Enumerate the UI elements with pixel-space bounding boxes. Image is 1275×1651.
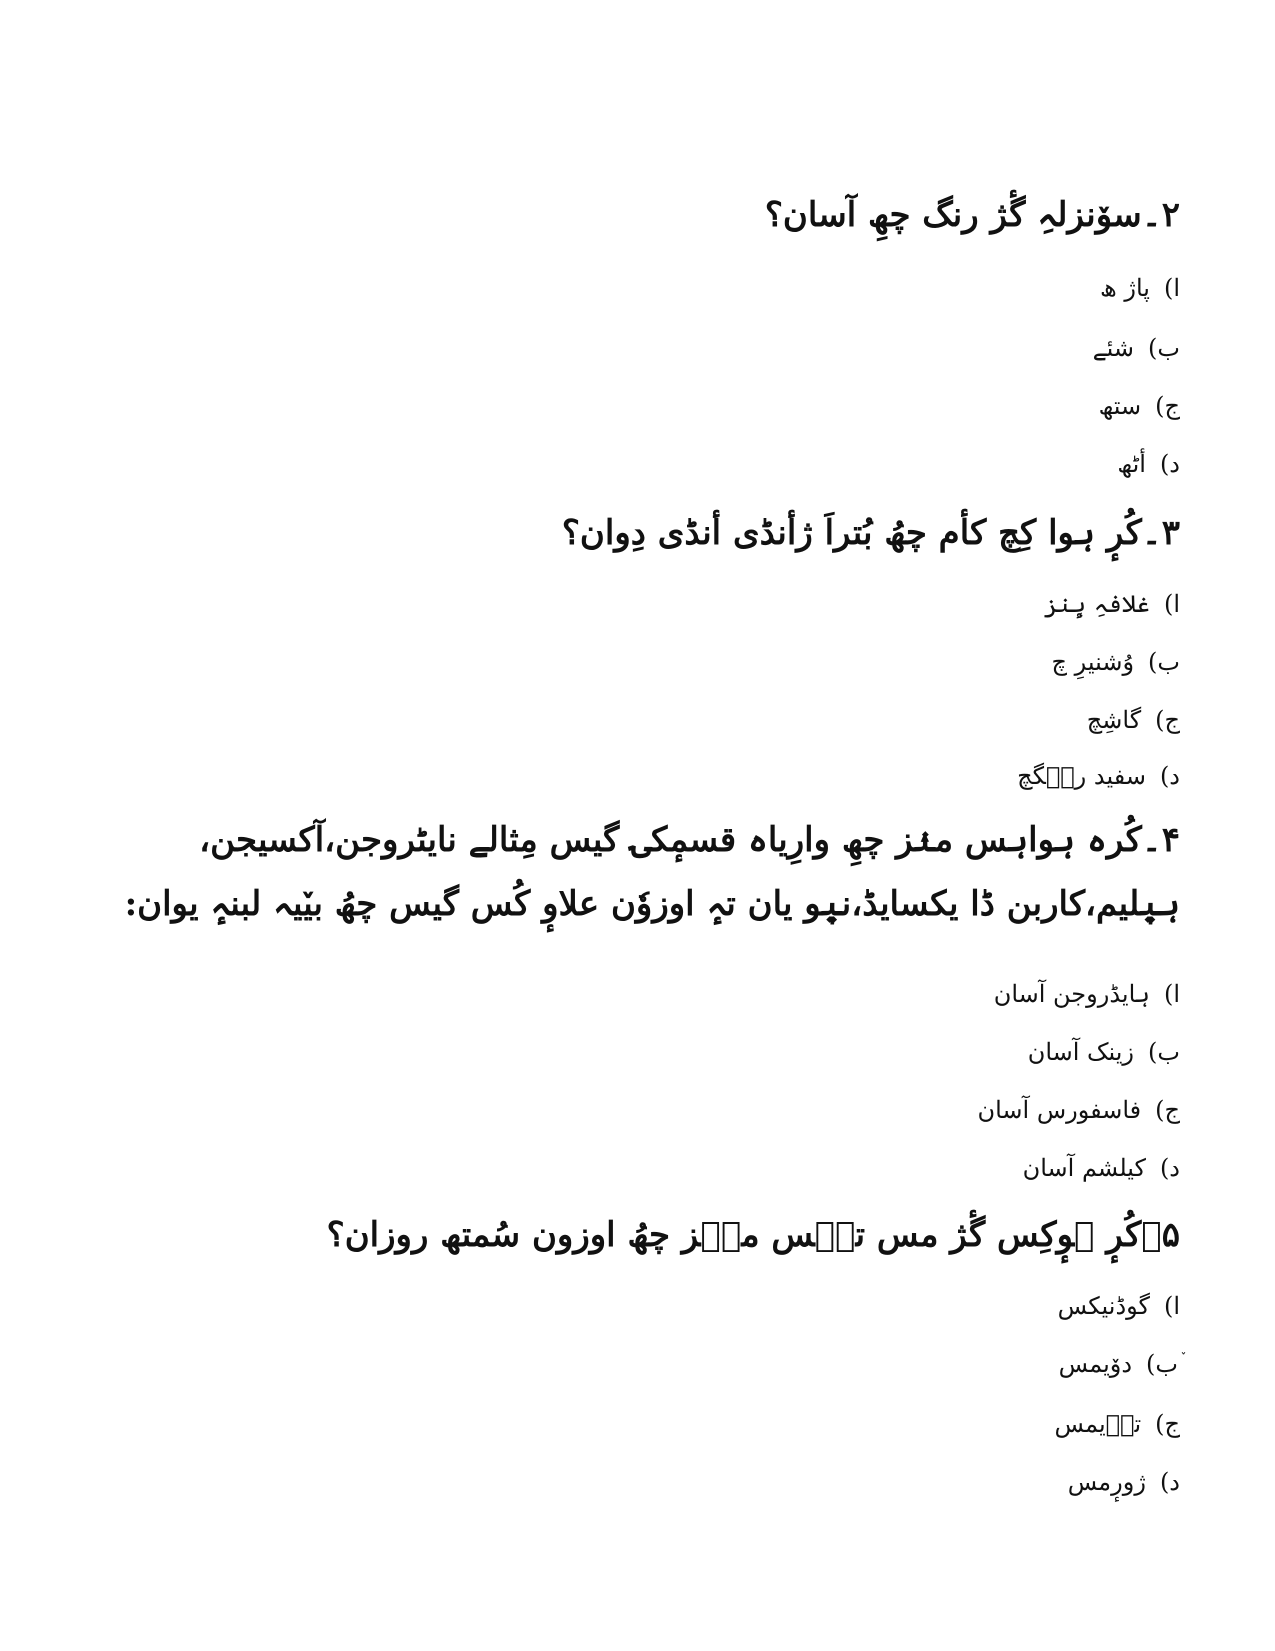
option-letter: ب) [1148,648,1180,676]
option-letter: د) [1159,1468,1180,1496]
question-4-option-a [994,982,1180,1006]
question-2-option-b [1093,336,1180,360]
option-letter: ب) [1146,1350,1178,1378]
option-letter: د) [1159,1154,1180,1182]
option-letter: د) [1159,762,1180,790]
option-text: پاژ ھ [1100,274,1150,302]
question-5-option-a [1058,1294,1180,1318]
option-text: غلافہِ ہٕنز [1043,590,1150,618]
option-text: سفید رنٛگچ [1017,762,1146,790]
question-5: ۵۔کُرٕ ہوٕکِس گٔژ مس تہٕس منٛز چھُ اوزون سُمتھ روزان؟ [326,1215,1180,1255]
question-5-option-b [1059,1352,1180,1376]
question-3: ۳۔کُرٕ ہوا کِچ کأم چھُ بُتراَ ژأنڈی أنڈی دِوان؟ [561,513,1180,553]
option-letter: ا) [1163,590,1180,618]
option-letter: ا) [1163,1292,1180,1320]
option-text: ژورٕمس [1067,1468,1146,1496]
option-text: شئے [1092,334,1135,362]
question-2-option-a [1100,276,1180,300]
option-letter: ج) [1155,1410,1180,1438]
option-text: وُشنیرِ چ [1051,648,1135,676]
option-letter: ج) [1155,1096,1180,1124]
option-text: فاسفورس آسان [977,1096,1142,1124]
question-5-option-d [1068,1470,1180,1494]
question-3-option-b [1051,650,1180,674]
option-letter: ا) [1163,274,1180,302]
option-letter: ج) [1155,706,1180,734]
question-3-option-a [1044,592,1180,616]
question-2-option-c [1099,394,1180,418]
option-text: ستھ [1098,392,1142,420]
question-4-option-c [977,1098,1180,1122]
option-letter: ا) [1163,980,1180,1008]
question-4-option-b [1028,1040,1180,1064]
option-letter: د) [1159,450,1180,478]
option-text: ہایڈروجن آسان [993,980,1150,1008]
option-text: زینک آسان [1027,1038,1135,1066]
option-text: دوٚیمس [1058,1350,1133,1378]
option-text: أٹھ [1117,450,1146,478]
option-text: کیلشم آسان [1022,1154,1146,1182]
question-3-option-d [1017,764,1180,788]
option-letter: ب) [1148,1038,1180,1066]
question-4-option-d [1023,1156,1180,1180]
option-letter: ب) [1148,334,1180,362]
option-letter: ج) [1155,392,1180,420]
question-2: ۲۔سوٚنزلہِ گٔژ رنگ چھِ آسان؟ [764,195,1180,235]
question-3-option-c [1087,708,1180,732]
option-text: ترٛیمس [1054,1410,1142,1438]
question-4: ۴۔کُرہ ہواہس منٛز چھِ وارِیاہ قسمٕکۍ گیس مِثالے نایٹروجن،آکسیجن، ہیٖلیم،کاربن ڈا یکسایڈ،نیٖو یان تہٕ اوزوٗن علاوٕ کُس گیس چھُ بیٚیہ لبنہٕ یوان: [124,820,1180,924]
question-5-option-c [1055,1412,1181,1436]
option-text: گوڈنیکس [1057,1292,1150,1320]
option-text: گاشِچ [1086,706,1142,734]
question-2-option-d [1117,452,1180,476]
